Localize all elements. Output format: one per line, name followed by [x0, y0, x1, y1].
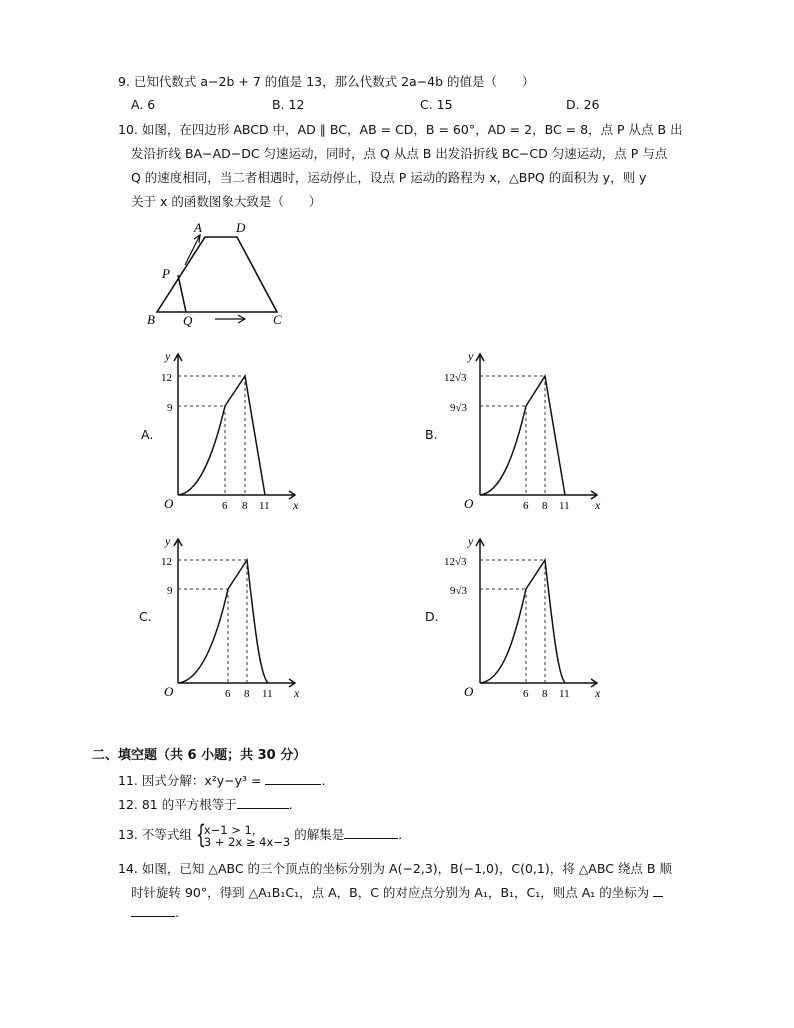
- y-tick-top: 12: [161, 372, 172, 384]
- x-tick-11: 11: [259, 500, 270, 512]
- y-tick-mid: 9: [167, 585, 173, 597]
- q10-line3: Q 的速度相同，当二者相遇时，运动停止，设点 P 运动的路程为 x，△BPQ 的面积为 y，则 y: [131, 170, 647, 185]
- x-axis-label: x: [294, 686, 300, 700]
- q9-option-a: A. 6: [131, 97, 156, 112]
- q11-answer-blank[interactable]: [265, 773, 321, 785]
- label-a: A: [194, 220, 202, 235]
- x-axis-label: x: [293, 498, 299, 512]
- x-tick-11: 11: [559, 500, 570, 512]
- y-tick-mid: 9: [167, 402, 173, 414]
- y-tick-top: 12: [161, 556, 172, 568]
- graph-a-label: A.: [141, 427, 154, 442]
- q14-line1: 14. 如图，已知 △ABC 的三个顶点的坐标分别为 A(−2,3)，B(−1,0)，C(0,1)，将 △ABC 绕点 B 顺: [118, 861, 672, 876]
- y-axis-label: y: [468, 349, 474, 363]
- q10-line2: 发沿折线 BA−AD−DC 匀速运动，同时，点 Q 从点 B 出发沿折线 BC−CD 匀速运动，点 P 与点: [131, 146, 668, 161]
- x-tick-11: 11: [559, 688, 570, 700]
- q14-line3: [131, 905, 179, 921]
- origin-label: O: [464, 496, 474, 511]
- q9-option-b: B. 12: [272, 97, 305, 112]
- x-axis-label: x: [595, 498, 601, 512]
- q11-suffix: .: [321, 773, 326, 788]
- x-tick-8: 8: [542, 688, 548, 700]
- q11: [118, 773, 325, 789]
- q12-suffix: .: [288, 797, 293, 812]
- q13-prompt: 13. 不等式组: [118, 827, 192, 842]
- y-axis-label: y: [165, 534, 171, 548]
- x-tick-6: 6: [523, 500, 529, 512]
- graph-d: [440, 530, 610, 700]
- x-tick-8: 8: [244, 688, 250, 700]
- q14-line2: [131, 885, 663, 901]
- q13-end: .: [398, 827, 403, 842]
- label-p: P: [162, 266, 170, 281]
- q9-option-d: D. 26: [566, 97, 600, 112]
- graph-c-label: C.: [139, 609, 152, 624]
- x-tick-8: 8: [542, 500, 548, 512]
- q10-line4: 关于 x 的函数图象大致是（ ）: [131, 194, 322, 209]
- y-axis-label: y: [468, 534, 474, 548]
- x-tick-8: 8: [242, 500, 248, 512]
- graph-b-label: B.: [425, 427, 438, 442]
- section-title: 二、填空题（共 6 小题；共 30 分）: [92, 748, 307, 763]
- q13-answer-blank[interactable]: [344, 827, 398, 839]
- inequality-2: 3 + 2x ≥ 4x−3: [203, 834, 291, 849]
- inequality-system: [195, 819, 291, 850]
- x-tick-6: 6: [222, 500, 228, 512]
- y-tick-mid: 9√3: [450, 402, 468, 414]
- y-tick-mid: 9√3: [450, 585, 468, 597]
- x-axis-label: x: [595, 686, 601, 700]
- q14-line2-text: 时针旋转 90°，得到 △A₁B₁C₁，点 A，B，C 的对应点分别为 A₁，B₁，C₁，则点 A₁ 的坐标为: [131, 885, 650, 900]
- x-tick-6: 6: [225, 688, 231, 700]
- label-d: D: [236, 220, 246, 235]
- inequality-1: x−1 > 1,: [203, 822, 256, 837]
- label-q: Q: [183, 313, 193, 328]
- q14-end: .: [175, 905, 179, 920]
- q12: [118, 797, 293, 813]
- y-tick-top: 12√3: [444, 372, 467, 384]
- q9-option-c: C. 15: [420, 97, 453, 112]
- q13-suffix: 的解集是: [294, 827, 345, 842]
- q10-line1: 10. 如图，在四边形 ABCD 中，AD ∥ BC，AB = CD，B = 60°，AD = 2，BC = 8，点 P 从点 B 出: [118, 122, 683, 137]
- q12-answer-blank[interactable]: [237, 797, 289, 809]
- y-axis-label: y: [165, 349, 171, 363]
- label-b: B: [147, 312, 155, 327]
- q14-answer-blank[interactable]: [131, 905, 175, 917]
- y-tick-top: 12√3: [444, 556, 467, 568]
- q13: [118, 819, 403, 850]
- graph-a: [158, 345, 308, 515]
- q11-prompt: 11. 因式分解：x²y−y³ =: [118, 773, 262, 788]
- trapezoid-figure: [140, 215, 300, 330]
- label-c: C: [273, 312, 282, 327]
- origin-label: O: [164, 496, 174, 511]
- q14-answer-blank-start[interactable]: [653, 885, 663, 897]
- origin-label: O: [464, 684, 474, 699]
- graph-c: [158, 530, 308, 700]
- q12-prompt: 12. 81 的平方根等于: [118, 797, 237, 812]
- origin-label: O: [164, 684, 174, 699]
- graph-d-label: D.: [425, 609, 439, 624]
- x-tick-6: 6: [523, 688, 529, 700]
- q9-stem: 9. 已知代数式 a−2b + 7 的值是 13，那么代数式 2a−4b 的值是（ ）: [118, 74, 535, 89]
- brace-icon: {: [195, 819, 206, 850]
- graph-b: [440, 345, 610, 515]
- x-tick-11: 11: [262, 688, 273, 700]
